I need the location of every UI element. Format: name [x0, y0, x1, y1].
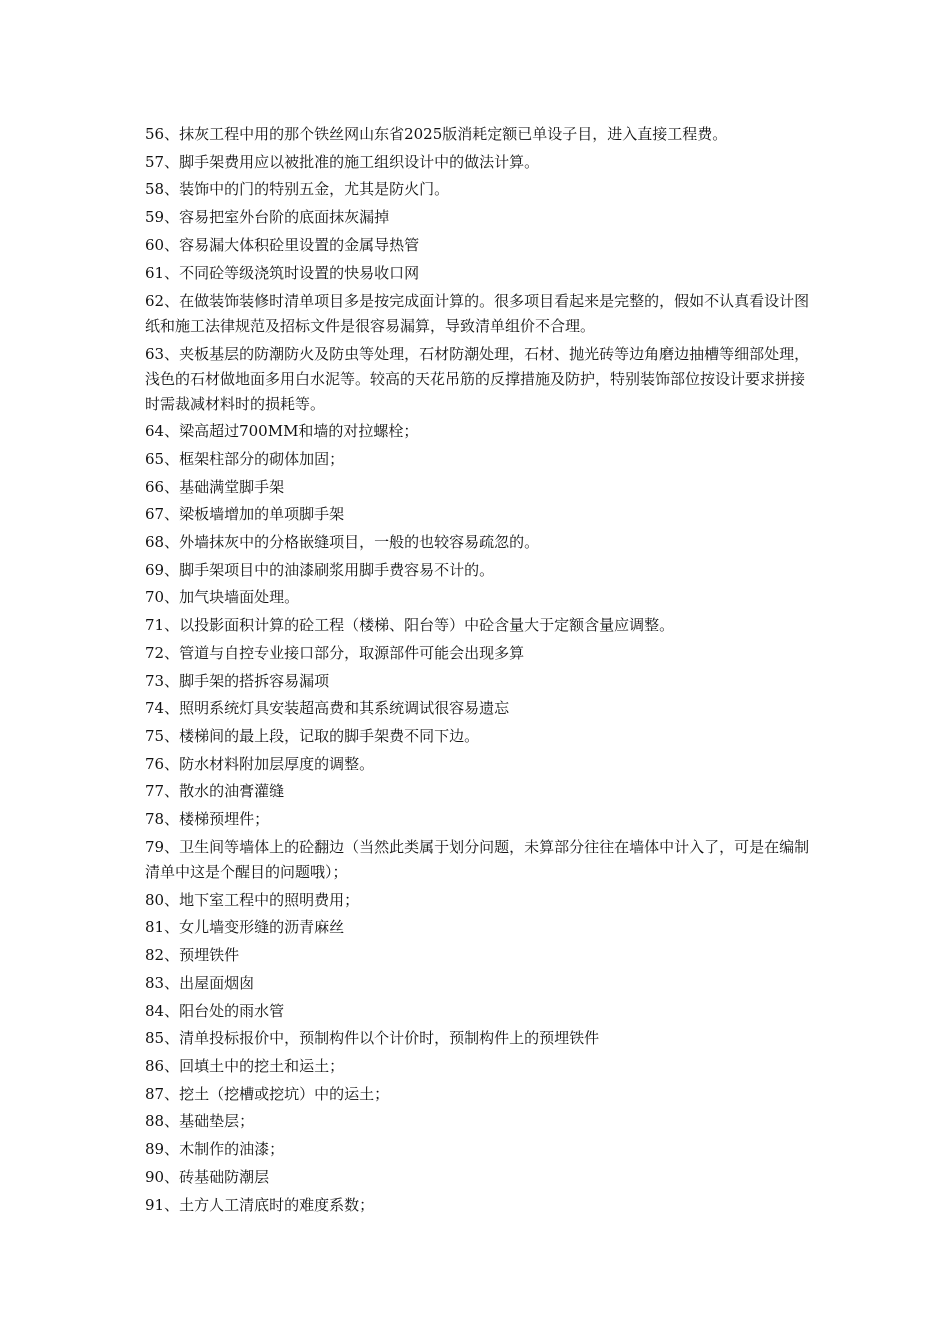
list-item: 56、抹灰工程中用的那个铁丝网山东省2025版消耗定额已单设子目，进入直接工程费。 [145, 125, 728, 143]
list-item: 90、砖基础防潮层 [145, 1167, 270, 1186]
list-item: 86、回填土中的挖土和运土； [145, 1056, 345, 1075]
list-item: 77、散水的油膏灌缝 [145, 782, 285, 801]
list-item: 91、土方人工清底时的难度系数； [145, 1195, 375, 1214]
list-item: 87、挖土（挖槽或挖坑）中的运土； [145, 1084, 390, 1103]
list-item: 68、外墙抹灰中的分格嵌缝项目，一般的也较容易疏忽的。 [145, 533, 540, 552]
list-item: 80、地下室工程中的照明费用； [145, 890, 360, 909]
list-item: 59、容易把室外台阶的底面抹灰漏掉 [145, 208, 390, 227]
list-item: 69、脚手架项目中的油漆刷浆用脚手费容易不计的。 [145, 560, 495, 579]
list-item: 84、阳台处的雨水管 [145, 1001, 285, 1020]
list-item: 85、清单投标报价中，预制构件以个计价时，预制构件上的预埋铁件 [145, 1029, 600, 1048]
list-item: 78、楼梯预埋件； [145, 810, 270, 829]
list-item: 64、梁高超过700MM和墙的对拉螺栓； [145, 422, 419, 441]
list-item: 72、管道与自控专业接口部分，取源部件可能会出现多算 [145, 643, 525, 662]
list-item: 65、框架柱部分的砌体加固； [145, 449, 345, 468]
list-item: 70、加气块墙面处理。 [145, 588, 300, 607]
list-item: 83、出屋面烟囱 [145, 973, 255, 992]
list-item: 88、基础垫层； [145, 1112, 255, 1131]
list-item: 66、基础满堂脚手架 [145, 477, 285, 496]
list-item: 81、女儿墙变形缝的沥青麻丝 [145, 918, 345, 937]
list-item: 60、容易漏大体积砼里设置的金属导热管 [145, 235, 420, 254]
document-body [145, 121, 811, 1219]
list-item: 89、木制作的油漆； [145, 1140, 285, 1159]
list-item: 58、装饰中的门的特别五金，尤其是防火门。 [145, 180, 450, 199]
list-item: 57、脚手架费用应以被批准的施工组织设计中的做法计算。 [145, 152, 540, 171]
list-item: 62、在做装饰装修时清单项目多是按完成面计算的。很多项目看起来是完整的，假如不认真看设计图纸和施工法律规范及招标文件是很容易漏算，导致清单组价不合理。 [145, 291, 810, 335]
list-item: 82、预埋铁件 [145, 946, 240, 965]
list-item: 71、以投影面积计算的砼工程（楼梯、阳台等）中砼含量大于定额含量应调整。 [145, 616, 675, 635]
list-item: 61、不同砼等级浇筑时设置的快易收口网 [145, 263, 420, 282]
list-item: 73、脚手架的搭拆容易漏项 [145, 671, 330, 690]
list-item: 75、楼梯间的最上段，记取的脚手架费不同下边。 [145, 726, 480, 745]
list-item: 79、卫生间等墙体上的砼翻边（当然此类属于划分问题，未算部分往往在墙体中计入了，可是在编制清单中这是个醒目的问题哦）； [145, 838, 810, 882]
list-item: 74、照明系统灯具安装超高费和其系统调试很容易遗忘 [145, 699, 510, 718]
list-item: 63、夹板基层的防潮防火及防虫等处理，石材防潮处理，石材、抛光砖等边角磨边抽槽等细部处理，浅色的石材做地面多用白水泥等。较高的天花吊筋的反撑措施及防护，特别装饰部位按设计要求拼接时需裁减材料时的损耗等。 [145, 344, 810, 413]
list-item: 76、防水材料附加层厚度的调整。 [145, 754, 375, 773]
list-item: 67、梁板墙增加的单项脚手架 [145, 505, 345, 524]
